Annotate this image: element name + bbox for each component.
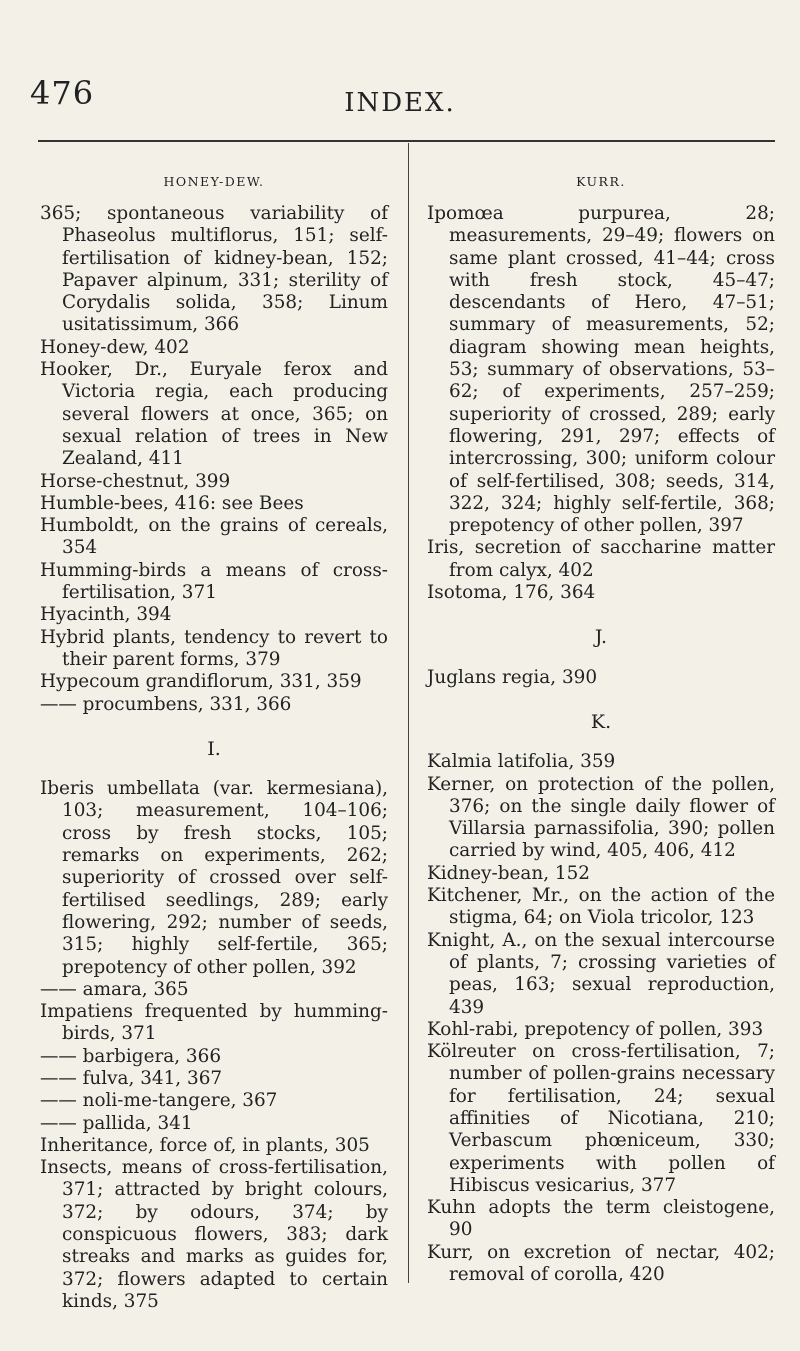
index-entry: Kitchener, Mr., on the action of the stigma, 64; on Viola tricolor, 123 bbox=[427, 885, 775, 929]
index-entry: Hyacinth, 394 bbox=[40, 604, 172, 626]
index-entry: Juglans regia, 390 bbox=[427, 666, 598, 688]
index-entry: Iberis umbellata (var. kermesiana), 103; measurement, 104–106; cross by fresh stocks, 105; remarks on experiments, 262; superiority of crossed over self-fertilised seedlings, 289; early flowering, 292; number of seeds, 315; highly self-fertile, 365; prepotency of other pollen, 392 bbox=[40, 778, 388, 978]
index-entry: Kohl-rabi, prepotency of pollen, 393 bbox=[427, 1018, 764, 1040]
section-letter: I. bbox=[207, 737, 221, 760]
index-entry: —— noli-me-tangere, 367 bbox=[40, 1090, 278, 1112]
index-entry: Ipomœa purpurea, 28; measurements, 29–49; flowers on same plant crossed, 41–44; cross with fresh stock, 45–47; descendants of Hero, 47–51; summary of measurements, 52; diagram showing mean heights, 53; summary of observations, 53–62; of experiments, 257–259; superiority of crossed, 289; early flowering, 291, 297; effects of intercrossing, 300; uniform colour of self-fertilised, 308; seeds, 314, 322, 324; highly self-fertile, 368; prepotency of other pollen, 397 bbox=[427, 203, 775, 537]
index-entry: Kidney-bean, 152 bbox=[427, 862, 590, 884]
index-entry: Hybrid plants, tendency to revert to their parent forms, 379 bbox=[40, 626, 388, 670]
index-entry: Humble-bees, 416: see Bees bbox=[40, 492, 304, 514]
index-entry: Kalmia latifolia, 359 bbox=[427, 751, 616, 773]
index-entry: —— procumbens, 331, 366 bbox=[40, 693, 292, 715]
index-entry: Hooker, Dr., Euryale ferox and Victoria regia, each producing several flowers at once, 365; on sexual relation of trees in New Zealand, 411 bbox=[40, 359, 388, 470]
running-head: INDEX. bbox=[344, 88, 456, 118]
index-entry: Insects, means of cross-fertilisation, 371; attracted by bright colours, 372; by odours, 374; by conspicuous flowers, 383; dark streaks and marks as guides for, 372; flowers adapted to certain kinds, 375 bbox=[40, 1157, 388, 1312]
index-entry: —— pallida, 341 bbox=[40, 1112, 193, 1134]
index-entry: —— amara, 365 bbox=[40, 978, 189, 1000]
section-letter: J. bbox=[594, 626, 608, 649]
page-number: 476 bbox=[30, 74, 95, 112]
index-entry: 365; spontaneous variability of Phaseolus multiflorus, 151; self-fertilisation of kidney-bean, 152; Papaver alpinum, 331; sterility of Corydalis solida, 358; Linum usitatissimum, 366 bbox=[40, 203, 388, 336]
index-entry: Inheritance, force of, in plants, 305 bbox=[40, 1134, 370, 1156]
index-entry: Impatiens frequented by humming-birds, 371 bbox=[40, 1001, 388, 1045]
catchword: KURR. bbox=[576, 174, 626, 189]
index-entry: Horse-chestnut, 399 bbox=[40, 470, 231, 492]
index-entry: Kerner, on protection of the pollen, 376; on the single daily flower of Villarsia parnassifolia, 390; pollen carried by wind, 405, 406, 412 bbox=[427, 773, 775, 862]
index-entry: Kuhn adopts the term cleistogene, 90 bbox=[427, 1197, 775, 1241]
index-entry: Kurr, on excretion of nectar, 402; removal of corolla, 420 bbox=[427, 1241, 775, 1286]
index-entry: Iris, secretion of saccharine matter from calyx, 402 bbox=[427, 537, 775, 581]
header-rule bbox=[38, 140, 775, 142]
catchword: HONEY-DEW. bbox=[163, 174, 265, 189]
index-entry: —— barbigera, 366 bbox=[40, 1045, 222, 1067]
index-entry: Knight, A., on the sexual intercourse of plants, 7; crossing varieties of peas, 163; sexual reproduction, 439 bbox=[427, 929, 775, 1018]
index-entry: Hypecoum grandiflorum, 331, 359 bbox=[40, 671, 362, 693]
column-divider bbox=[408, 143, 409, 1283]
left-column bbox=[40, 174, 388, 1313]
index-entry: Honey-dew, 402 bbox=[40, 336, 190, 358]
section-letter: K. bbox=[590, 710, 612, 733]
index-entry: Humming-birds a means of cross-fertilisation, 371 bbox=[40, 559, 388, 604]
index-entry: Kölreuter on cross-fertilisation, 7; number of pollen-grains necessary for fertilisation, 24; sexual affinities of Nicotiana, 210; Verbascum phœniceum, 330; experiments with pollen of Hibiscus vesicarius, 377 bbox=[427, 1041, 775, 1196]
right-column bbox=[427, 174, 775, 1286]
index-entry: —— fulva, 341, 367 bbox=[40, 1067, 223, 1089]
index-entry: Humboldt, on the grains of cereals, 354 bbox=[40, 515, 388, 559]
index-entry: Isotoma, 176, 364 bbox=[427, 582, 596, 604]
